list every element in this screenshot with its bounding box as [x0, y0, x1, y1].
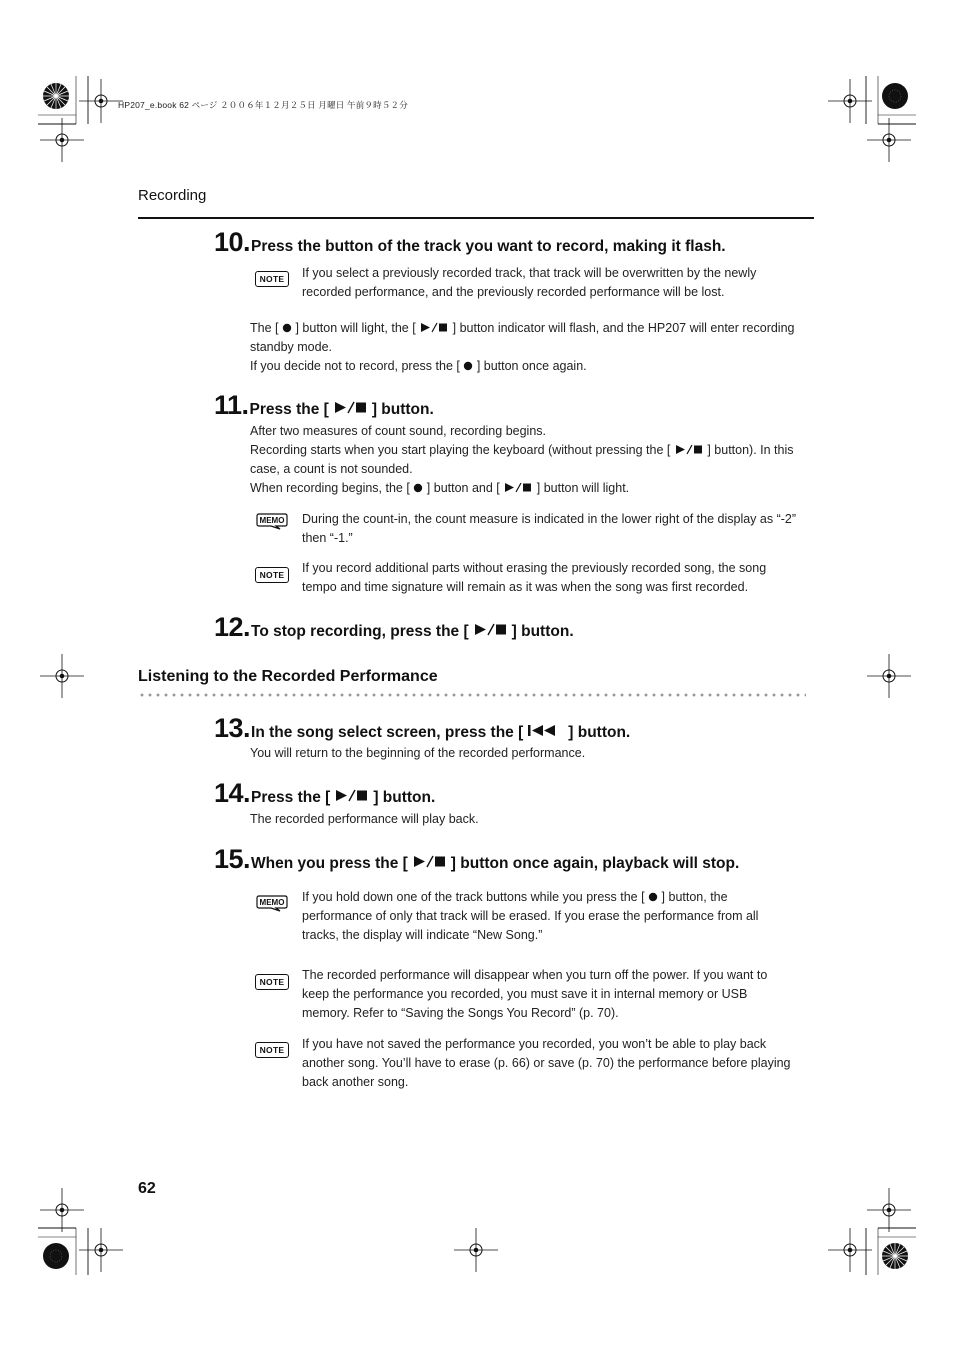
- step-title-end: ] button.: [511, 623, 574, 640]
- body-text: The [: [250, 321, 279, 335]
- body-text: ] button once again.: [476, 359, 587, 373]
- memo-text: During the count-in, the count measure is indicated in the lower right of the display as “-2” then “-1.”: [302, 512, 797, 545]
- play-stop-icon: [473, 623, 507, 636]
- record-icon: [648, 892, 658, 902]
- step-title-start: Press the [: [249, 401, 329, 418]
- body-text: If you decide not to record, press the [: [250, 359, 460, 373]
- memo-text: [302, 888, 796, 945]
- record-icon: [463, 361, 473, 371]
- body-text: ] button and [: [426, 481, 500, 495]
- step-title-end: ] button once again, playback will stop.: [450, 855, 740, 872]
- step-12-heading: [214, 614, 574, 641]
- body-text: You will return to the beginning of the recorded performance.: [250, 746, 586, 760]
- step-14-heading: [214, 780, 435, 807]
- step-number: 12.: [214, 612, 251, 642]
- body-text: When recording begins, the [: [250, 481, 410, 495]
- play-stop-icon: [333, 401, 367, 414]
- body-text: ] button will light, the [: [295, 321, 416, 335]
- step-title-start: When you press the [: [251, 855, 408, 872]
- rewind-icon: [527, 724, 563, 737]
- note-text: If you select a previously recorded track, that track will be overwritten by the newly recorded performance, and the previously recorded performance will be lost.: [302, 266, 757, 299]
- record-icon: [282, 323, 292, 333]
- step-title-start: In the song select screen, press the [: [251, 724, 524, 741]
- subheading: Listening to the Recorded Performance: [138, 668, 438, 685]
- memo-text-end: ] button, the performance of only that track will be erased. If you erase the performance from all tracks, the display will indicate “New Song.”: [302, 890, 759, 942]
- section-label: Recording: [138, 187, 207, 204]
- step-10-body: [250, 319, 800, 376]
- note-icon: NOTE: [255, 567, 289, 583]
- body-text: ] button will light.: [536, 481, 630, 495]
- page-number: 62: [138, 1180, 156, 1197]
- step-number: 11.: [214, 390, 249, 420]
- play-stop-icon: [412, 855, 446, 868]
- play-stop-icon: [503, 482, 533, 493]
- note-icon: NOTE: [255, 1042, 289, 1058]
- step-title-start: Press the [: [251, 789, 331, 806]
- memo-label: MEMO: [259, 898, 285, 907]
- step-number: 15.: [214, 844, 251, 874]
- step-11-heading: [214, 392, 434, 419]
- step-10-heading: [214, 229, 726, 256]
- step-number: 10.: [214, 227, 251, 257]
- memo-icon: [254, 512, 290, 530]
- step-title-end: ] button.: [373, 789, 436, 806]
- note-text: The recorded performance will disappear when you turn off the power. If you want to keep the performance you recorded, you must save it in internal memory or USB memory. Refer to “Saving the Songs You Record” (p. 70).: [302, 968, 768, 1020]
- body-text: After two measures of count sound, recording begins.: [250, 424, 546, 438]
- step-title-start: To stop recording, press the [: [251, 623, 469, 640]
- body-text: The recorded performance will play back.: [250, 812, 479, 826]
- body-text: ] button). In this case, a count is not sounded.: [250, 443, 794, 476]
- record-icon: [413, 483, 423, 493]
- memo-icon: [254, 894, 290, 912]
- note-icon: NOTE: [255, 271, 289, 287]
- step-number: 13.: [214, 713, 251, 743]
- note-icon: NOTE: [255, 974, 289, 990]
- note-text: If you record additional parts without erasing the previously recorded song, the song tempo and time signature will remain as it was when the song was first recorded.: [302, 561, 767, 594]
- step-13-heading: [214, 715, 630, 742]
- header-rule: [138, 217, 814, 219]
- play-stop-icon: [419, 322, 449, 333]
- memo-label: MEMO: [259, 516, 285, 525]
- step-number: 14.: [214, 778, 251, 808]
- play-stop-icon: [674, 444, 704, 455]
- body-text: ] button indicator will flash, and the HP207 will enter recording standby mode.: [250, 321, 795, 354]
- step-title-end: ] button.: [371, 401, 434, 418]
- note-text: If you have not saved the performance you recorded, you won’t be able to play back another song. You’ll have to erase (p. 66) or save (p. 70) the performance before playing back another song.: [302, 1037, 791, 1089]
- dotted-divider: [138, 693, 806, 697]
- print-header: HP207_e.book 62 ページ ２００６年１２月２５日 月曜日 午前９時５２分: [118, 100, 408, 110]
- play-stop-icon: [334, 789, 368, 802]
- step-15-heading: [214, 846, 739, 873]
- step-title: Press the button of the track you want to record, making it flash.: [251, 238, 726, 255]
- body-text: Recording starts when you start playing the keyboard (without pressing the [: [250, 443, 671, 457]
- step-11-body: [250, 422, 800, 498]
- memo-text-start: If you hold down one of the track buttons while you press the [: [302, 890, 645, 904]
- step-title-end: ] button.: [568, 724, 631, 741]
